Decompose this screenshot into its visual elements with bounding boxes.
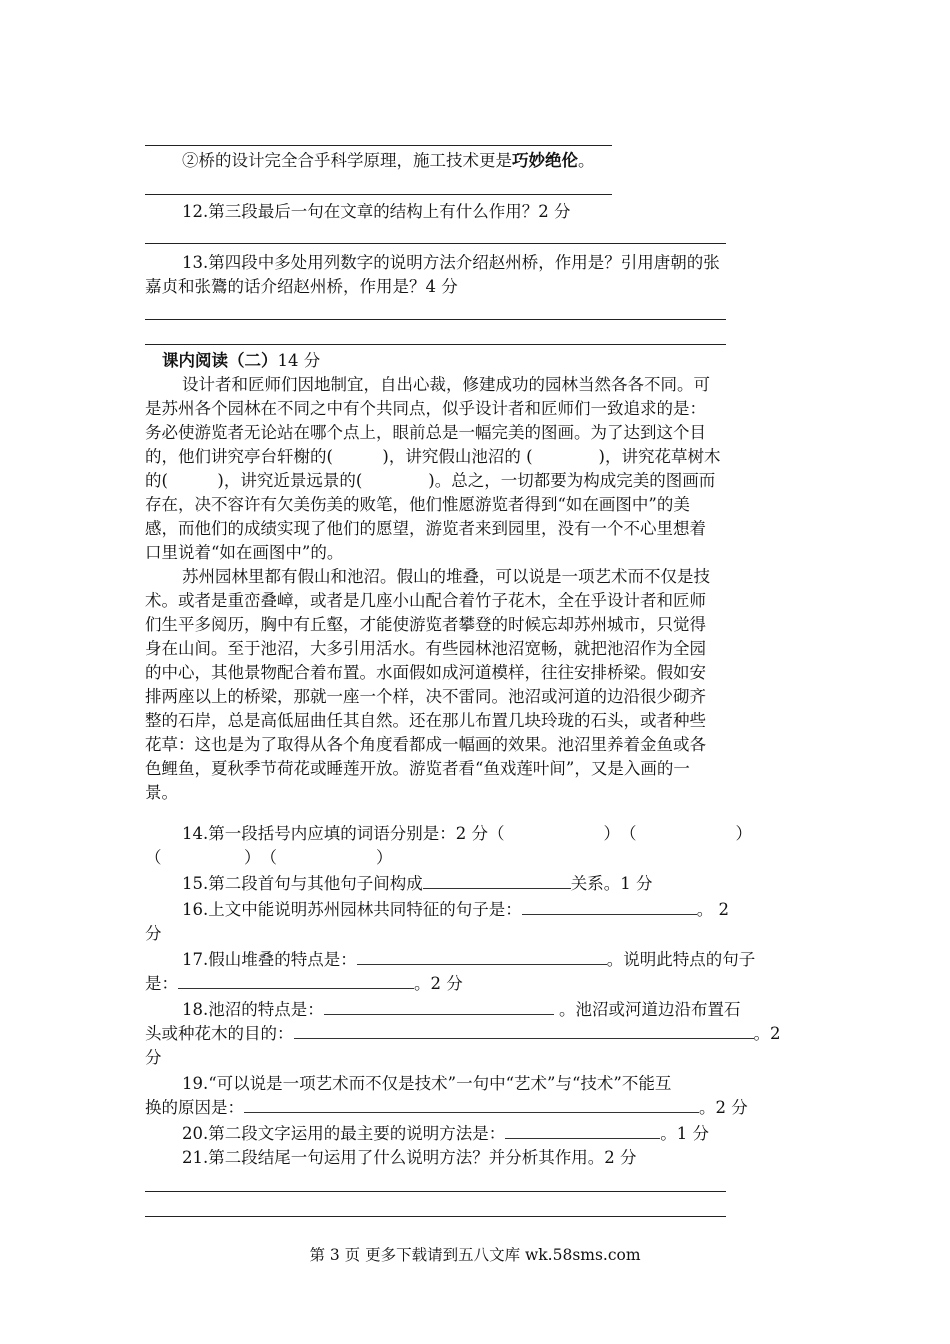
fill-blank[interactable] <box>522 898 697 915</box>
page-footer: 第 3 页 更多下载请到五八文库 wk.58sms.com <box>309 1246 641 1264</box>
q11-item2: ②桥的设计完全合乎科学原理，施工技术更是巧妙绝伦。 <box>182 151 595 170</box>
p1-line: 的，他们讲究亭台轩榭的( )，讲究假山池沼的 ( )，讲究花草树木 <box>145 447 721 466</box>
question-18: 18.池沼的特点是： 。池沼或河道边沿布置石 <box>182 1000 741 1019</box>
question-16-line2: 分 <box>145 924 162 943</box>
answer-line <box>145 145 612 146</box>
question-17: 17.假山堆叠的特点是： 。说明此特点的句子 <box>182 950 756 969</box>
question-12: 12.第三段最后一句在文章的结构上有什么作用？2 分 <box>182 202 571 221</box>
p2-line: 术。或者是重峦叠嶂，或者是几座小山配合着竹子花木，全在乎设计者和匠师 <box>145 591 706 610</box>
p1-line: 口里说着“如在画图中”的。 <box>145 543 344 562</box>
p2-line: 景。 <box>145 783 178 802</box>
question-13-line1: 13.第四段中多处用列数字的说明方法介绍赵州桥，作用是？引用唐朝的张 <box>182 253 720 272</box>
p2-line: 整的石岸，总是高低屈曲任其自然。还在那儿布置几块玲珑的石头，或者种些 <box>145 711 706 730</box>
p2-line: 排两座以上的桥梁，那就一座一个样，决不雷同。池沼或河道的边沿很少砌齐 <box>145 687 706 706</box>
fill-blank[interactable] <box>244 1096 699 1113</box>
answer-line <box>145 319 726 320</box>
question-19-line2: 换的原因是： 。2 分 <box>145 1098 748 1117</box>
bold-phrase: 巧妙绝伦 <box>512 151 578 170</box>
p2-line: 苏州园林里都有假山和池沼。假山的堆叠，可以说是一项艺术而不仅是技 <box>182 567 710 586</box>
p2-line: 身在山间。至于池沼，大多引用活水。有些园林池沼宽畅，就把池沼作为全园 <box>145 639 706 658</box>
answer-line <box>145 243 726 244</box>
p2-line: 们生平多阅历，胸中有丘壑，才能使游览者攀登的时候忘却苏州城市，只觉得 <box>145 615 706 634</box>
fill-blank[interactable] <box>357 948 607 965</box>
question-16: 16.上文中能说明苏州园林共同特征的句子是： 。 2 <box>182 900 729 919</box>
question-21: 21.第二段结尾一句运用了什么说明方法？并分析其作用。2 分 <box>182 1148 637 1167</box>
p2-line: 的中心，其他景物配合着布置。水面假如成河道模样，往往安排桥梁。假如安 <box>145 663 706 682</box>
p1-line: 存在，决不容许有欠美伤美的败笔，他们惟愿游览者得到“如在画图中”的美 <box>145 495 690 514</box>
question-18-line3: 分 <box>145 1048 162 1067</box>
p1-line: 是苏州各个园林在不同之中有个共同点，似乎设计者和匠师们一致追求的是： <box>145 399 706 418</box>
p1-line: 的( )，讲究近景远景的( )。总之，一切都要为构成完美的图画而 <box>145 471 716 490</box>
p2-line: 色鲤鱼，夏秋季节荷花或睡莲开放。游览者看“鱼戏莲叶间”，又是入画的一 <box>145 759 690 778</box>
fill-blank[interactable] <box>294 1022 754 1039</box>
p1-line: 设计者和匠师们因地制宜，自出心裁，修建成功的园林当然各各不同。可 <box>182 375 710 394</box>
question-17-line2: 是： 。2 分 <box>145 974 463 993</box>
question-20: 20.第二段文字运用的最主要的说明方法是： 。1 分 <box>182 1124 709 1143</box>
section-heading: 课内阅读（二）14 分 <box>162 351 321 370</box>
fill-blank[interactable] <box>178 972 414 989</box>
p1-line: 务必使游览者无论站在哪个点上，眼前总是一幅完美的图画。为了达到这个目 <box>145 423 706 442</box>
p1-line: 感，而他们的成绩实现了他们的愿望，游览者来到园里，没有一个不心里想着 <box>145 519 706 538</box>
fill-blank[interactable] <box>505 1122 660 1139</box>
answer-line <box>145 344 726 345</box>
answer-line <box>145 1216 726 1217</box>
p2-line: 花草：这也是为了取得从各个角度看都成一幅画的效果。池沼里养着金鱼或各 <box>145 735 706 754</box>
answer-line <box>145 194 612 195</box>
question-13-line2: 嘉贞和张鷟的话介绍赵州桥，作用是？4 分 <box>145 277 458 296</box>
question-14-line2: （ ） （ ） <box>145 848 393 867</box>
question-14-line1: 14.第一段括号内应填的词语分别是：2 分（ ） （ ） <box>182 824 752 843</box>
question-15: 15.第二段首句与其他句子间构成 关系。1 分 <box>182 874 653 893</box>
question-18-line2: 头或种花木的目的： 。2 <box>145 1024 781 1043</box>
fill-blank[interactable] <box>324 998 554 1015</box>
question-19-line1: 19.“可以说是一项艺术而不仅是技术”一句中“艺术”与“技术”不能互 <box>182 1074 672 1093</box>
answer-line <box>145 1191 726 1192</box>
fill-blank[interactable] <box>423 872 571 889</box>
